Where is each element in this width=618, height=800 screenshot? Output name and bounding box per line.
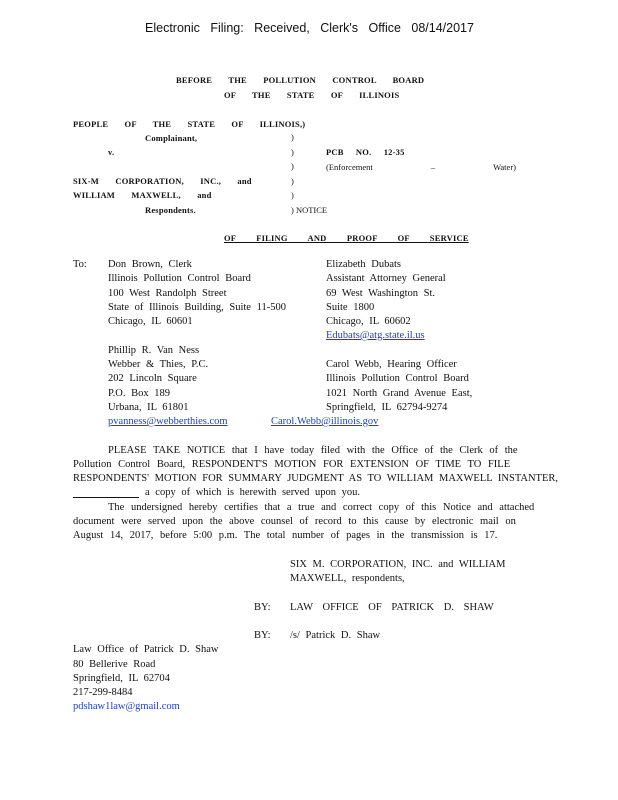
caption-respondents: Respondents. — [145, 205, 196, 215]
sig-signed: /s/ Patrick D. Shaw — [290, 630, 381, 641]
sig-party-line-2: MAXWELL, respondents, — [290, 573, 405, 584]
by-label-2: BY: — [254, 630, 271, 641]
bracket-3: ) — [291, 161, 294, 171]
case-number: PCB NO. 12-35 — [326, 147, 405, 157]
vanness-line-4: P.O. Box 189 — [108, 388, 171, 399]
vanness-line-3: 202 Lincoln Square — [108, 373, 197, 384]
bracket-notice: ) NOTICE — [291, 205, 328, 215]
cert-para-line-2: document were served upon the above counsel of record to this cause by electronic mail on — [73, 516, 516, 527]
bracket-5: ) — [291, 190, 294, 200]
caption-complainant: Complainant, — [145, 133, 198, 143]
brown-line-4: State of Illinois Building, Suite 11-500 — [108, 302, 286, 313]
notice-para-line-2: Pollution Control Board, RESPONDENT'S MOTION FOR EXTENSION OF TIME TO FILE — [73, 459, 511, 470]
cert-para-line-3: August 14, 2017, before 5:00 p.m. The total number of pages in the transmission is 17. — [73, 530, 498, 541]
footer-line-2: 80 Bellerive Road — [73, 659, 156, 670]
bracket-2: ) — [291, 147, 294, 157]
brown-line-1: Don Brown, Clerk — [108, 259, 192, 270]
notice-title: OF FILING AND PROOF OF SERVICE — [224, 233, 469, 243]
heading-line-2: OF THE STATE OF ILLINOIS — [224, 90, 400, 100]
blank-underline — [73, 497, 139, 498]
notice-para-line-4: a copy of which is herewith served upon you. — [145, 487, 360, 498]
webb-line-1: Carol Webb, Hearing Officer — [326, 359, 457, 370]
caption-maxwell: WILLIAM MAXWELL, and — [73, 190, 212, 200]
caption-six-m: SIX-M CORPORATION, INC., and — [73, 176, 252, 186]
footer-line-3: Springfield, IL 62704 — [73, 673, 170, 684]
sig-party-line-1: SIX M. CORPORATION, INC. and WILLIAM — [290, 559, 506, 570]
webb-line-4: Springfield, IL 62794-9274 — [326, 402, 448, 413]
brown-line-3: 100 West Randolph Street — [108, 288, 227, 299]
dubats-line-4: Suite 1800 — [326, 302, 375, 313]
brown-line-5: Chicago, IL 60601 — [108, 316, 193, 327]
cert-para-line-1: The undersigned hereby certifies that a true and correct copy of this Notice and attached — [108, 502, 535, 513]
bracket-4: ) — [291, 176, 294, 186]
dubats-line-1: Elizabeth Dubats — [326, 259, 402, 270]
webb-line-3: 1021 North Grand Avenue East, — [326, 388, 473, 399]
notice-para-line-1: PLEASE TAKE NOTICE that I have today filed with the Office of the Clerk of the — [108, 445, 518, 456]
sig-firm: LAW OFFICE OF PATRICK D. SHAW — [290, 602, 494, 613]
footer-email-link[interactable]: pdshaw1law@gmail.com — [73, 701, 180, 712]
vanness-line-1: Phillip R. Van Ness — [108, 345, 200, 356]
dubats-email-link[interactable]: Edubats@atg.state.il.us — [326, 330, 425, 341]
brown-line-2: Illinois Pollution Control Board — [108, 273, 251, 284]
vanness-line-5: Urbana, IL 61801 — [108, 402, 189, 413]
to-label: To: — [73, 259, 87, 270]
caption-versus: v. — [108, 147, 115, 157]
heading-line-1: BEFORE THE POLLUTION CONTROL BOARD — [176, 75, 425, 85]
footer-line-1: Law Office of Patrick D. Shaw — [73, 644, 219, 655]
caption-people: PEOPLE OF THE STATE OF ILLINOIS,) — [73, 119, 306, 129]
dubats-line-3: 69 West Washington St. — [326, 288, 436, 299]
dubats-line-2: Assistant Attorney General — [326, 273, 446, 284]
case-type: (Enforcement – Water) — [326, 162, 516, 172]
webb-email-link[interactable]: Carol.Webb@illinois.gov — [271, 416, 379, 427]
footer-line-4: 217-299-8484 — [73, 687, 133, 698]
by-label-1: BY: — [254, 602, 271, 613]
webb-line-2: Illinois Pollution Control Board — [326, 373, 469, 384]
notice-para-line-3: RESPONDENTS' MOTION FOR SUMMARY JUDGMENT AS TO WILLIAM MAXWELL INSTANTER, — [73, 473, 559, 484]
bracket-1: ) — [291, 132, 294, 142]
vanness-line-2: Webber & Thies, P.C. — [108, 359, 209, 370]
dubats-line-5: Chicago, IL 60602 — [326, 316, 411, 327]
vanness-email-link[interactable]: pvanness@webberthies.com — [108, 416, 228, 427]
filing-banner: Electronic Filing: Received, Clerk's Office 08/14/2017 — [145, 21, 474, 35]
